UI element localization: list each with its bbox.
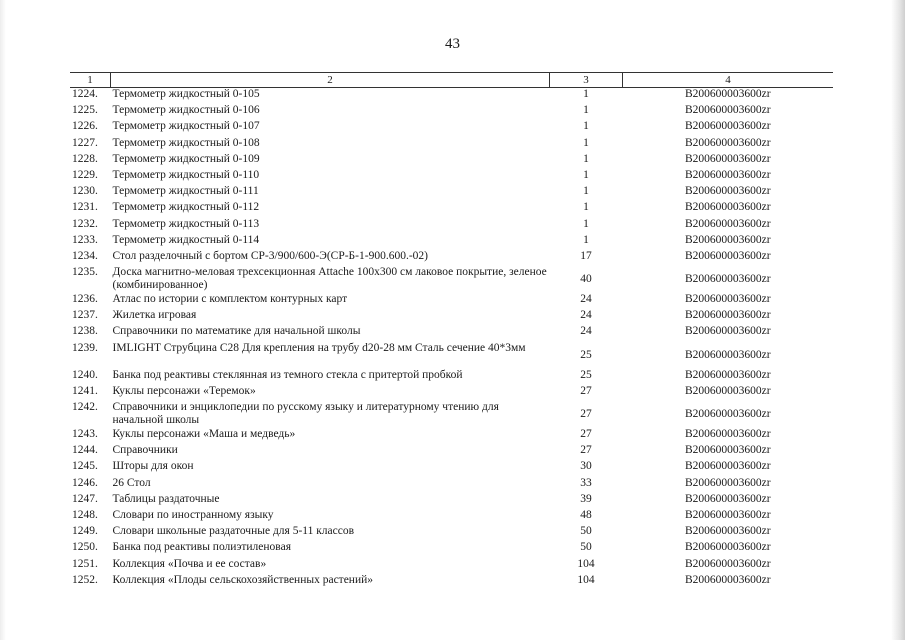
item-code: B200600003600zr <box>684 217 771 230</box>
table-row <box>70 120 833 136</box>
item-quantity: 1 <box>583 168 589 181</box>
scan-edge-left <box>0 0 6 640</box>
item-quantity: 104 <box>577 557 595 570</box>
item-code: B200600003600zr <box>684 325 771 338</box>
item-quantity: 1 <box>583 152 589 165</box>
item-code: B200600003600zr <box>684 88 771 100</box>
row-number: 1224. <box>72 88 98 100</box>
row-number: 1246. <box>72 476 98 489</box>
item-name: Банка под реактивы стеклянная из темного стекла с притертой пробкой <box>112 368 463 381</box>
item-quantity: 24 <box>580 293 592 306</box>
item-code: B200600003600zr <box>684 460 771 473</box>
item-name: Шторы для окон <box>112 460 194 473</box>
item-quantity: 39 <box>580 492 592 505</box>
item-quantity: 104 <box>577 573 595 586</box>
item-name: 26 Стол <box>112 476 151 489</box>
item-name: Термометр жидкостный 0-109 <box>112 152 260 165</box>
item-name: Термометр жидкостный 0-113 <box>112 217 260 230</box>
item-code: B200600003600zr <box>684 525 771 538</box>
row-number: 1250. <box>72 541 98 554</box>
item-quantity: 33 <box>580 476 592 489</box>
item-code: B200600003600zr <box>684 309 771 322</box>
table-row <box>70 428 833 444</box>
table-row <box>70 558 833 574</box>
item-quantity: 50 <box>580 525 592 538</box>
item-name: Термометр жидкостный 0-112 <box>112 201 260 214</box>
item-name: Термометр жидкостный 0-107 <box>112 120 260 133</box>
item-quantity: 1 <box>583 233 589 246</box>
item-quantity: 27 <box>580 408 592 420</box>
row-number: 1232. <box>72 217 98 230</box>
item-quantity: 1 <box>583 185 589 198</box>
table-row <box>70 137 833 153</box>
item-name: Справочники и энциклопедии по русскому языку и литературному чтению для начальной школы <box>112 401 499 426</box>
column-header-3: 3 <box>550 73 623 88</box>
item-code: B200600003600zr <box>684 492 771 505</box>
table-row <box>70 493 833 509</box>
item-code: B200600003600zr <box>684 185 771 198</box>
item-code: B200600003600zr <box>684 120 771 133</box>
row-number: 1242. <box>72 401 98 413</box>
table-row <box>70 444 833 460</box>
row-number: 1251. <box>72 557 98 570</box>
item-name: Термометр жидкостный 0-106 <box>112 104 260 117</box>
item-quantity: 30 <box>580 460 592 473</box>
table-row <box>70 460 833 476</box>
item-quantity: 1 <box>583 88 589 100</box>
row-number: 1227. <box>72 136 98 149</box>
item-code: B200600003600zr <box>684 408 771 420</box>
row-number: 1243. <box>72 428 98 440</box>
inventory-table <box>70 72 833 590</box>
column-header-4: 4 <box>623 73 834 88</box>
item-code: B200600003600zr <box>684 541 771 554</box>
table-row <box>70 325 833 341</box>
item-quantity: 1 <box>583 201 589 214</box>
item-code: B200600003600zr <box>684 508 771 521</box>
scan-edge-right <box>891 0 905 640</box>
item-quantity: 48 <box>580 508 592 521</box>
table-header-row <box>70 73 833 88</box>
row-number: 1229. <box>72 168 98 181</box>
row-number: 1226. <box>72 120 98 133</box>
item-code: B200600003600zr <box>684 168 771 181</box>
table-row <box>70 169 833 185</box>
item-code: B200600003600zr <box>684 136 771 149</box>
item-code: B200600003600zr <box>684 573 771 586</box>
item-name: Таблицы раздаточные <box>112 492 220 505</box>
item-name: Термометр жидкостный 0-111 <box>112 185 259 198</box>
item-name: Термометр жидкостный 0-108 <box>112 136 260 149</box>
table-row <box>70 185 833 201</box>
table-row <box>70 509 833 525</box>
item-name: Словари по иностранному языку <box>112 508 274 521</box>
table-row <box>70 104 833 120</box>
table-row <box>70 525 833 541</box>
row-number: 1244. <box>72 444 98 457</box>
item-name: Жилетка игровая <box>112 309 197 322</box>
table-body <box>70 88 833 590</box>
item-code: B200600003600zr <box>684 249 771 262</box>
row-number: 1230. <box>72 185 98 198</box>
row-number: 1236. <box>72 293 98 306</box>
item-quantity: 24 <box>580 325 592 338</box>
item-name: Термометр жидкостный 0-105 <box>112 88 260 100</box>
item-name: Доска магнитно-меловая трехсекционная Attache 100x300 см лаковое покрытие, зеленое (комбинированное) <box>112 266 547 292</box>
table-row <box>70 218 833 234</box>
item-quantity: 50 <box>580 541 592 554</box>
column-header-2: 2 <box>111 73 550 88</box>
item-code: B200600003600zr <box>684 104 771 117</box>
item-code: B200600003600zr <box>684 476 771 489</box>
table-row <box>70 342 833 369</box>
row-number: 1225. <box>72 104 98 117</box>
item-quantity: 17 <box>580 249 592 262</box>
item-name: Коллекция «Почва и ее состав» <box>112 557 267 570</box>
table-row <box>70 293 833 309</box>
item-code: B200600003600zr <box>684 273 771 286</box>
item-name: Банка под реактивы полиэтиленовая <box>112 541 291 554</box>
item-name: Стол разделочный с бортом СР-3/900/600-Э(СР-Б-1-900.600.-02) <box>112 249 428 262</box>
item-code: B200600003600zr <box>684 152 771 165</box>
row-number: 1241. <box>72 384 98 397</box>
item-code: B200600003600zr <box>684 348 771 361</box>
item-quantity: 24 <box>580 309 592 322</box>
row-number: 1249. <box>72 525 98 538</box>
table-row <box>70 369 833 385</box>
table-row <box>70 541 833 557</box>
table-row <box>70 266 833 293</box>
page-number: 43 <box>445 36 460 52</box>
item-code: B200600003600zr <box>684 384 771 397</box>
item-name: Справочники <box>112 444 178 457</box>
item-quantity: 1 <box>583 217 589 230</box>
row-number: 1231. <box>72 201 98 214</box>
item-quantity: 27 <box>580 444 592 457</box>
row-number: 1248. <box>72 508 98 521</box>
item-name: Словари школьные раздаточные для 5-11 классов <box>112 525 355 538</box>
row-number: 1234. <box>72 249 98 262</box>
column-header-1: 1 <box>70 73 111 88</box>
item-code: B200600003600zr <box>684 444 771 457</box>
item-name: Термометр жидкостный 0-110 <box>112 168 260 181</box>
item-quantity: 1 <box>583 104 589 117</box>
item-name: IMLIGHT Струбцина С28 Для крепления на трубу d20-28 мм Сталь сечение 40*3мм <box>112 341 526 354</box>
item-name: Куклы персонажи «Маша и медведь» <box>112 428 296 440</box>
table-row <box>70 309 833 325</box>
table-row <box>70 401 833 428</box>
item-name: Справочники по математике для начальной школы <box>112 325 361 338</box>
item-code: B200600003600zr <box>684 557 771 570</box>
row-number: 1240. <box>72 368 98 381</box>
table-row <box>70 201 833 217</box>
table-row <box>70 477 833 493</box>
item-name: Коллекция «Плоды сельскохозяйственных растений» <box>112 573 374 586</box>
item-code: B200600003600zr <box>684 293 771 306</box>
row-number: 1252. <box>72 573 98 586</box>
item-quantity: 40 <box>580 273 592 286</box>
item-quantity: 27 <box>580 428 592 440</box>
item-quantity: 27 <box>580 384 592 397</box>
row-number: 1239. <box>72 341 98 354</box>
row-number: 1247. <box>72 492 98 505</box>
table-row <box>70 250 833 266</box>
row-number: 1238. <box>72 325 98 338</box>
row-number: 1228. <box>72 152 98 165</box>
row-number: 1233. <box>72 233 98 246</box>
row-number: 1245. <box>72 460 98 473</box>
item-code: B200600003600zr <box>684 233 771 246</box>
item-quantity: 25 <box>580 348 592 361</box>
item-code: B200600003600zr <box>684 201 771 214</box>
table-row <box>70 574 833 590</box>
item-name: Атлас по истории с комплектом контурных карт <box>112 293 348 306</box>
item-name: Термометр жидкостный 0-114 <box>112 233 260 246</box>
row-number: 1235. <box>72 266 98 279</box>
item-quantity: 1 <box>583 136 589 149</box>
item-code: B200600003600zr <box>684 428 771 440</box>
item-quantity: 1 <box>583 120 589 133</box>
table-row <box>70 385 833 401</box>
table-row <box>70 234 833 250</box>
item-quantity: 25 <box>580 368 592 381</box>
table-row <box>70 88 833 105</box>
row-number: 1237. <box>72 309 98 322</box>
table-row <box>70 153 833 169</box>
item-code: B200600003600zr <box>684 368 771 381</box>
item-name: Куклы персонажи «Теремок» <box>112 384 256 397</box>
